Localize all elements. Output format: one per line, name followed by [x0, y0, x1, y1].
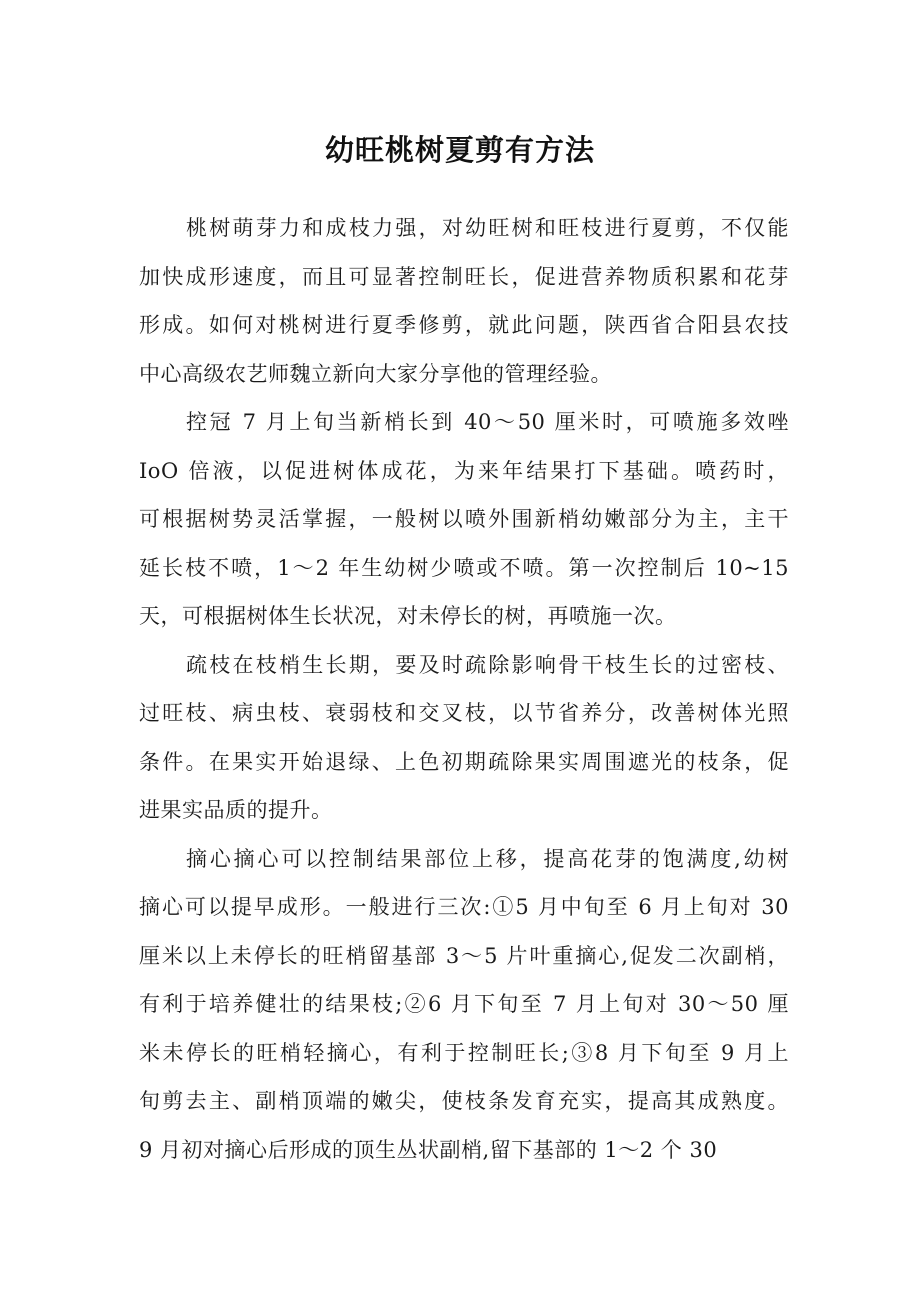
paragraph-line: 进果实品质的提升。 [139, 798, 333, 822]
document-title: 幼旺桃树夏剪有方法 [324, 133, 595, 167]
paragraph-thinning [139, 641, 789, 835]
paragraph-line: 桃树萌芽力和成枝力强，对幼旺树和旺枝进行夏剪，不仅能 [186, 216, 789, 240]
paragraph-line: 加快成形速度，而且可显著控制旺长，促进营养物质积累和花芽 [139, 264, 789, 289]
paragraph-line: 形成。如何对桃树进行夏季修剪，就此问题，陕西省合阳县农技 [139, 313, 789, 337]
paragraph-pinching [139, 835, 789, 1175]
paragraph-line: 9 月初对摘心后形成的顶生丛状副梢,留下基部的 1～2 个 30 [139, 1137, 718, 1162]
paragraph-intro [139, 204, 789, 398]
paragraph-line: 米未停长的旺梢轻摘心，有利于控制旺长;③8 月下旬至 9 月上 [139, 1040, 789, 1065]
paragraph-line: 摘心摘心可以控制结果部位上移，提高花芽的饱满度,幼树 [186, 846, 789, 871]
paragraph-line: IoO 倍液，以促进树体成花，为来年结果打下基础。喷药时， [139, 458, 789, 483]
document-body [139, 204, 789, 1174]
paragraph-line: 有利于培养健壮的结果枝;②6 月下旬至 7 月上旬对 30～50 厘 [139, 992, 789, 1016]
paragraph-line: 厘米以上未停长的旺梢留基部 3～5 片叶重摘心,促发二次副梢， [139, 943, 789, 968]
paragraph-line: 过旺枝、病虫枝、衰弱枝和交叉枝，以节省养分，改善树体光照 [139, 701, 789, 725]
paragraph-crown-control [139, 398, 789, 641]
paragraph-line: 天，可根据树体生长状况，对未停长的树，再喷施一次。 [139, 604, 677, 628]
paragraph-line: 疏枝在枝梢生长期，要及时疏除影响骨干枝生长的过密枝、 [186, 652, 789, 677]
paragraph-line: 可根据树势灵活掌握，一般树以喷外围新梢幼嫩部分为主，主干 [139, 507, 789, 531]
paragraph-line: 控冠 7 月上旬当新梢长到 40～50 厘米时，可喷施多效唑 [186, 410, 789, 434]
paragraph-line: 摘心可以提早成形。一般进行三次:①5 月中旬至 6 月上旬对 30 [139, 895, 789, 919]
paragraph-line: 旬剪去主、副梢顶端的嫩尖，使枝条发育充实，提高其成熟度。 [139, 1089, 789, 1113]
paragraph-line: 条件。在果实开始退绿、上色初期疏除果实周围遮光的枝条，促 [139, 749, 789, 774]
paragraph-line: 中心高级农艺师魏立新向大家分享他的管理经验。 [139, 361, 612, 386]
paragraph-line: 延长枝不喷，1～2 年生幼树少喷或不喷。第一次控制后 10~15 [139, 555, 789, 580]
